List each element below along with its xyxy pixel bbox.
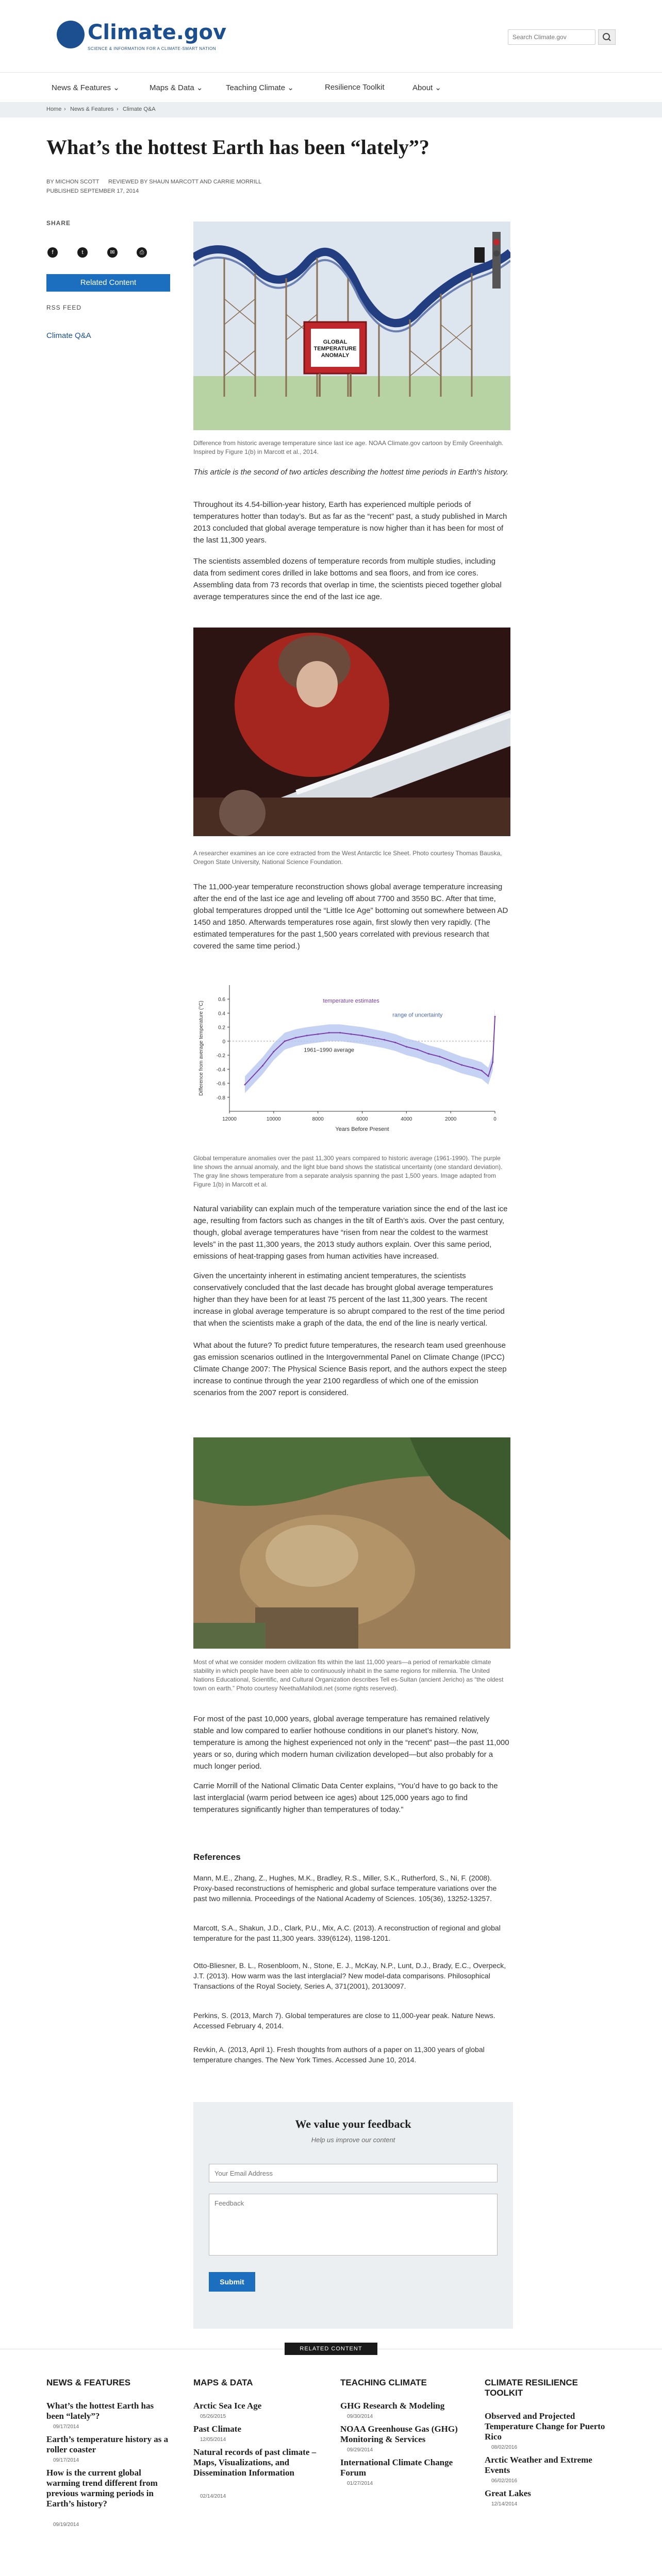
figure-caption: Difference from historic average temperature since last ice age. NOAA Climate.gov cartoon by Emily Greenhalgh. Inspired by Figure 1(b) in Marcott et al., 2014. xyxy=(193,439,504,455)
author: BY MICHON SCOTT xyxy=(46,179,100,185)
data-point xyxy=(472,1067,474,1069)
feedback-title: We value your feedback xyxy=(295,2117,411,2130)
data-point xyxy=(439,1056,440,1057)
reference-item: Revkin, A. (2013, April 1). Fresh thoughts from authors of a paper on 11,300 years of global temperature changes. The New York Times. Accessed June 10, 2014. xyxy=(193,2045,485,2064)
nav-about[interactable]: About ⌄ xyxy=(412,83,441,92)
annotation: 1961–1990 average xyxy=(304,1047,355,1054)
related-date: 01/27/2014 xyxy=(347,2481,373,2486)
related-column-heading: TEACHING CLIMATE xyxy=(340,2378,427,2387)
data-point xyxy=(262,1065,263,1066)
related-date: 09/17/2014 xyxy=(53,2424,79,2430)
related-content-label: RELATED CONTENT xyxy=(285,2343,377,2355)
related-item[interactable]: What’s the hottest Earth has been “lately”? xyxy=(46,2401,154,2421)
site-logo[interactable]: Climate.gov xyxy=(88,21,227,44)
data-point xyxy=(244,1084,246,1086)
related-date: 09/17/2014 xyxy=(53,2458,79,2463)
x-tick-label: 4000 xyxy=(401,1116,412,1122)
related-item[interactable]: How is the current global warming trend different from previous warming periods in Earth’s history? xyxy=(46,2468,158,2509)
publish-date: PUBLISHED SEPTEMBER 17, 2014 xyxy=(46,188,139,194)
related-item[interactable]: International Climate Change Forum xyxy=(340,2458,453,2478)
feedback-form xyxy=(193,2102,513,2329)
ice-core-photo xyxy=(193,628,510,836)
data-point xyxy=(372,1037,374,1039)
data-point xyxy=(394,1042,396,1043)
related-date: 05/26/2015 xyxy=(200,2414,226,2419)
body-paragraph: What about the future? To predict future temperatures, the research team used greenhouse gas emission scenarios outlined in the Intergovernmental Panel on Climate Change (IPCC) Climate Change 2007: The Physical Science Basis report, and the authors expect the steep increase to continue through the year 2100 regardless of which one of the emission scenarios from the 2007 report is considered. xyxy=(193,1341,507,1397)
site-header xyxy=(0,0,662,72)
reference-item: Perkins, S. (2013, March 7). Global temperatures are close to 11,000-year peak. Nature News. Accessed February 4, 2014. xyxy=(193,2011,495,2030)
jericho-aerial-photo xyxy=(193,1437,510,1649)
data-point xyxy=(295,1037,296,1039)
figure-caption: Most of what we consider modern civilization fits within the last 11,000 years—a period of remarkable climate stability in which people have been able to continuously inhabit in the same regions for millennia. The United Nations Educational, Scientific, and Cultural Organization describes Tell es-Sultan (ancient Jericho) as “the oldest town on earth.” Photo courtesy NeethaMahilodi.net (some rights reserved). xyxy=(193,1658,504,1692)
related-date: 09/30/2014 xyxy=(347,2414,373,2419)
data-point xyxy=(481,1070,483,1072)
annotation: range of uncertainty xyxy=(392,1012,443,1019)
related-date: 06/02/2016 xyxy=(491,2478,518,2484)
data-point xyxy=(492,1061,493,1063)
nav-news-features[interactable]: News & Features ⌄ xyxy=(52,83,120,92)
y-tick-label: 0.2 xyxy=(218,1025,225,1031)
data-point xyxy=(417,1049,418,1050)
related-item[interactable]: Great Lakes xyxy=(485,2488,531,2498)
related-date: 09/29/2014 xyxy=(347,2447,373,2453)
breadcrumb-home[interactable]: Home xyxy=(46,106,62,112)
body-paragraph: For most of the past 10,000 years, global average temperature has remained relatively stable and low compared to earlier hothouse conditions in our planet’s history. Now, temperature is among the highest experienced not only in the “recent” past—the past 11,000 years or so, during which modern human civilization developed—but also probably for a much longer period. xyxy=(193,1715,509,1771)
facebook-icon[interactable]: f xyxy=(47,247,58,258)
y-tick-label: 0.6 xyxy=(218,997,225,1003)
data-point xyxy=(461,1064,462,1066)
data-point xyxy=(351,1033,352,1035)
data-point xyxy=(488,1075,489,1077)
y-tick-label: -0.8 xyxy=(216,1095,225,1101)
x-tick-label: 10000 xyxy=(266,1116,281,1122)
related-item[interactable]: Earth’s temperature history as a roller coaster xyxy=(46,2434,169,2454)
related-item[interactable]: GHG Research & Modeling xyxy=(340,2401,445,2411)
breadcrumb: Home › News & Features › Climate Q&A xyxy=(0,102,662,117)
y-tick-label: 0.4 xyxy=(218,1011,225,1017)
data-point xyxy=(273,1051,274,1053)
x-axis-label: Years Before Present xyxy=(335,1126,389,1132)
x-tick-label: 2000 xyxy=(445,1116,457,1122)
annotation: temperature estimates xyxy=(323,998,379,1005)
related-item[interactable]: NOAA Greenhouse Gas (GHG) Monitoring & Services xyxy=(340,2424,458,2444)
related-column-heading: NEWS & FEATURES xyxy=(46,2378,131,2387)
body-paragraph: The 11,000-year temperature reconstruction shows global average temperature increasing after the end of the last ice age and leveling off about 7700 and 3550 BC. After that time, global temperatures dropped until the “Little Ice Age” bottoming out somewhere between AD 1450 and 1850. Afterwards temperatures rose again, first slowly then very rapidly. (The estimated temperatures for the past 1,500 years correlated with previous research that covered the same time period.) xyxy=(193,883,508,951)
y-tick-label: -0.4 xyxy=(216,1067,225,1073)
y-tick-label: -0.6 xyxy=(216,1081,225,1087)
email-field[interactable] xyxy=(209,2164,498,2182)
uncertainty-band xyxy=(245,1008,495,1093)
data-point xyxy=(450,1060,452,1062)
x-tick-label: 12000 xyxy=(222,1116,237,1122)
related-date: 09/19/2014 xyxy=(53,2522,79,2528)
body-paragraph: Throughout its 4.54-billion-year history, Earth has experienced multiple periods of temperatures hotter than today’s. But as far as the “recent” past, a study published in March 2013 concluded that global average temperature is now higher than it has been for most of the last 11,300 years. xyxy=(193,500,507,545)
main-nav xyxy=(0,72,662,103)
cartoon-sign-label: GLOBAL TEMPERATURE ANOMALY xyxy=(313,339,357,359)
x-tick-label: 0 xyxy=(493,1116,496,1122)
related-date: 08/02/2016 xyxy=(491,2445,518,2450)
share-label: SHARE xyxy=(46,219,71,227)
search-icon xyxy=(599,30,615,44)
nav-maps-data[interactable]: Maps & Data ⌄ xyxy=(150,83,203,92)
search-input[interactable] xyxy=(508,29,595,45)
figure-caption: A researcher examines an ice core extracted from the West Antarctic Ice Sheet. Photo courtesy Thomas Bauska, Oregon State University, National Science Foundation. xyxy=(193,850,502,866)
twitter-icon[interactable]: t xyxy=(77,247,88,258)
site-tagline: SCIENCE & INFORMATION FOR A CLIMATE-SMART NATION xyxy=(88,46,217,51)
print-icon[interactable]: ⎙ xyxy=(137,247,147,258)
related-item[interactable]: Arctic Weather and Extreme Events xyxy=(485,2455,592,2475)
data-point xyxy=(284,1040,286,1042)
related-date: 02/14/2014 xyxy=(200,2494,226,2499)
related-column-heading: MAPS & DATA xyxy=(193,2378,253,2387)
related-item[interactable]: Arctic Sea Ice Age xyxy=(193,2401,262,2411)
related-item[interactable]: Past Climate xyxy=(193,2424,242,2434)
y-axis-label: Difference from average temperature (°C) xyxy=(198,1001,204,1096)
figure-caption: Global temperature anomalies over the past 11,300 years compared to historic average (1961-1990). The purple line shows the annual anomaly, and the light blue band shows the statistical uncertainty (one standard deviation). The gray line shows temperature from a separate analysis spanning the past 1,500 years. Image adapted from Figure 1(b) in Marcott et al. xyxy=(193,1155,503,1188)
breadcrumb-current[interactable]: Climate Q&A xyxy=(123,106,156,112)
temperature-chart xyxy=(193,970,510,1147)
related-content-button[interactable]: Related Content xyxy=(46,274,170,292)
data-point xyxy=(494,1016,496,1018)
noaa-logo-icon[interactable] xyxy=(57,21,85,48)
page-title: What’s the hottest Earth has been “lately”? xyxy=(46,135,429,159)
related-column-heading: CLIMATE RESILIENCE TOOLKIT xyxy=(485,2378,578,2398)
related-date: 12/14/2014 xyxy=(491,2501,518,2507)
y-tick-label: 0 xyxy=(222,1039,225,1045)
data-point xyxy=(339,1032,341,1033)
temperature-chart-plot xyxy=(193,970,510,1147)
topic-link[interactable]: Climate Q&A xyxy=(46,331,91,340)
search-button[interactable] xyxy=(598,29,616,45)
reference-item: Mann, M.E., Zhang, Z., Hughes, M.K., Bradley, R.S., Miller, S.K., Rutherford, S., Ni, F. (2008). Proxy-based reconstructions of hemispheric and global surface temperature variations over the past two millennia. Proceedings of the National Academy of Sciences. 105(36), 13252-13257. xyxy=(193,1874,497,1903)
related-item[interactable]: Observed and Projected Temperature Change for Puerto Rico xyxy=(485,2411,605,2442)
body-paragraph: The scientists assembled dozens of temperature records from multiple studies, including data from sediment cores drilled in lake bottoms and sea floors, and from ice cores. Assembling data from 73 records that overlap in time, the scientists pieced together global average temperatures since the end of the last ice age. xyxy=(193,557,502,601)
nav-resilience-toolkit[interactable]: Resilience Toolkit xyxy=(325,83,385,92)
data-point xyxy=(306,1035,308,1037)
reference-item: Otto-Bliesner, B. L., Rosenbloom, N., Stone, E. J., McKay, N.P., Lunt, D.J., Brady, E.C., Overpeck, J.T. (2013). How warm was the last interglacial? New model-data comparisons. Philosophical Transactions of the Royal Society, Series A, 371(2001), 20130097. xyxy=(193,1961,506,1990)
breadcrumb-news[interactable]: News & Features xyxy=(70,106,114,112)
related-content-header xyxy=(0,2342,662,2357)
feedback-textarea[interactable] xyxy=(209,2194,498,2256)
reviewed-by: REVIEWED BY SHAUN MARCOTT AND CARRIE MORRILL xyxy=(108,179,262,185)
data-point xyxy=(428,1053,429,1055)
related-item[interactable]: Natural records of past climate – Maps, Visualizations, and Dissemination Information xyxy=(193,2447,317,2478)
feedback-subtitle: Help us improve our content xyxy=(311,2136,395,2144)
submit-button[interactable]: Submit xyxy=(209,2272,255,2292)
x-tick-label: 6000 xyxy=(356,1116,368,1122)
data-point xyxy=(361,1035,363,1037)
related-date: 12/05/2014 xyxy=(200,2437,226,2443)
x-tick-label: 8000 xyxy=(312,1116,324,1122)
y-tick-label: -0.2 xyxy=(216,1053,225,1059)
data-point xyxy=(384,1039,385,1041)
nav-teaching-climate[interactable]: Teaching Climate ⌄ xyxy=(226,83,294,92)
rss-label: RSS FEED xyxy=(46,304,82,311)
body-paragraph: Carrie Morrill of the National Climatic Data Center explains, “You’d have to go back to the last interglacial (warm period between ice ages) about 125,000 years ago to find temperatures significantly higher than temperatures of today.” xyxy=(193,1782,498,1814)
data-point xyxy=(317,1033,319,1035)
body-paragraph: Natural variability can explain much of the temperature variation since the end of the last ice age, resulting from factors such as changes in the tilt of Earth’s axis. Over the past century, though, global average temperatures have “risen from near the coldest to the warmest levels” in the past 11,300 years, the 2013 study authors explain. Over this same period, emissions of heat-trapping gases from human activities have increased. xyxy=(193,1205,508,1261)
data-point xyxy=(328,1032,330,1033)
reference-item: Marcott, S.A., Shakun, J.D., Clark, P.U., Mix, A.C. (2013). A reconstruction of regional and global temperature for the past 11,300 years. 339(6124), 1198-1201. xyxy=(193,1924,501,1942)
data-point xyxy=(406,1046,407,1047)
email-icon[interactable]: ✉ xyxy=(107,247,118,258)
references-heading: References xyxy=(193,1852,241,1862)
intro-note: This article is the second of two articles describing the hottest time periods in Earth's history. xyxy=(193,468,509,477)
body-paragraph: Given the uncertainty inherent in estimating ancient temperatures, the scientists conservatively concluded that the last decade has brought global average temperatures higher than they have been for at least 75 percent of the last 11,300 years. The recent increase in global average temperature is so abrupt compared to the rest of the time period that when the scientists make a graph of the data, the end of the line is nearly vertical. xyxy=(193,1272,505,1328)
rollercoaster-cartoon xyxy=(193,222,510,430)
